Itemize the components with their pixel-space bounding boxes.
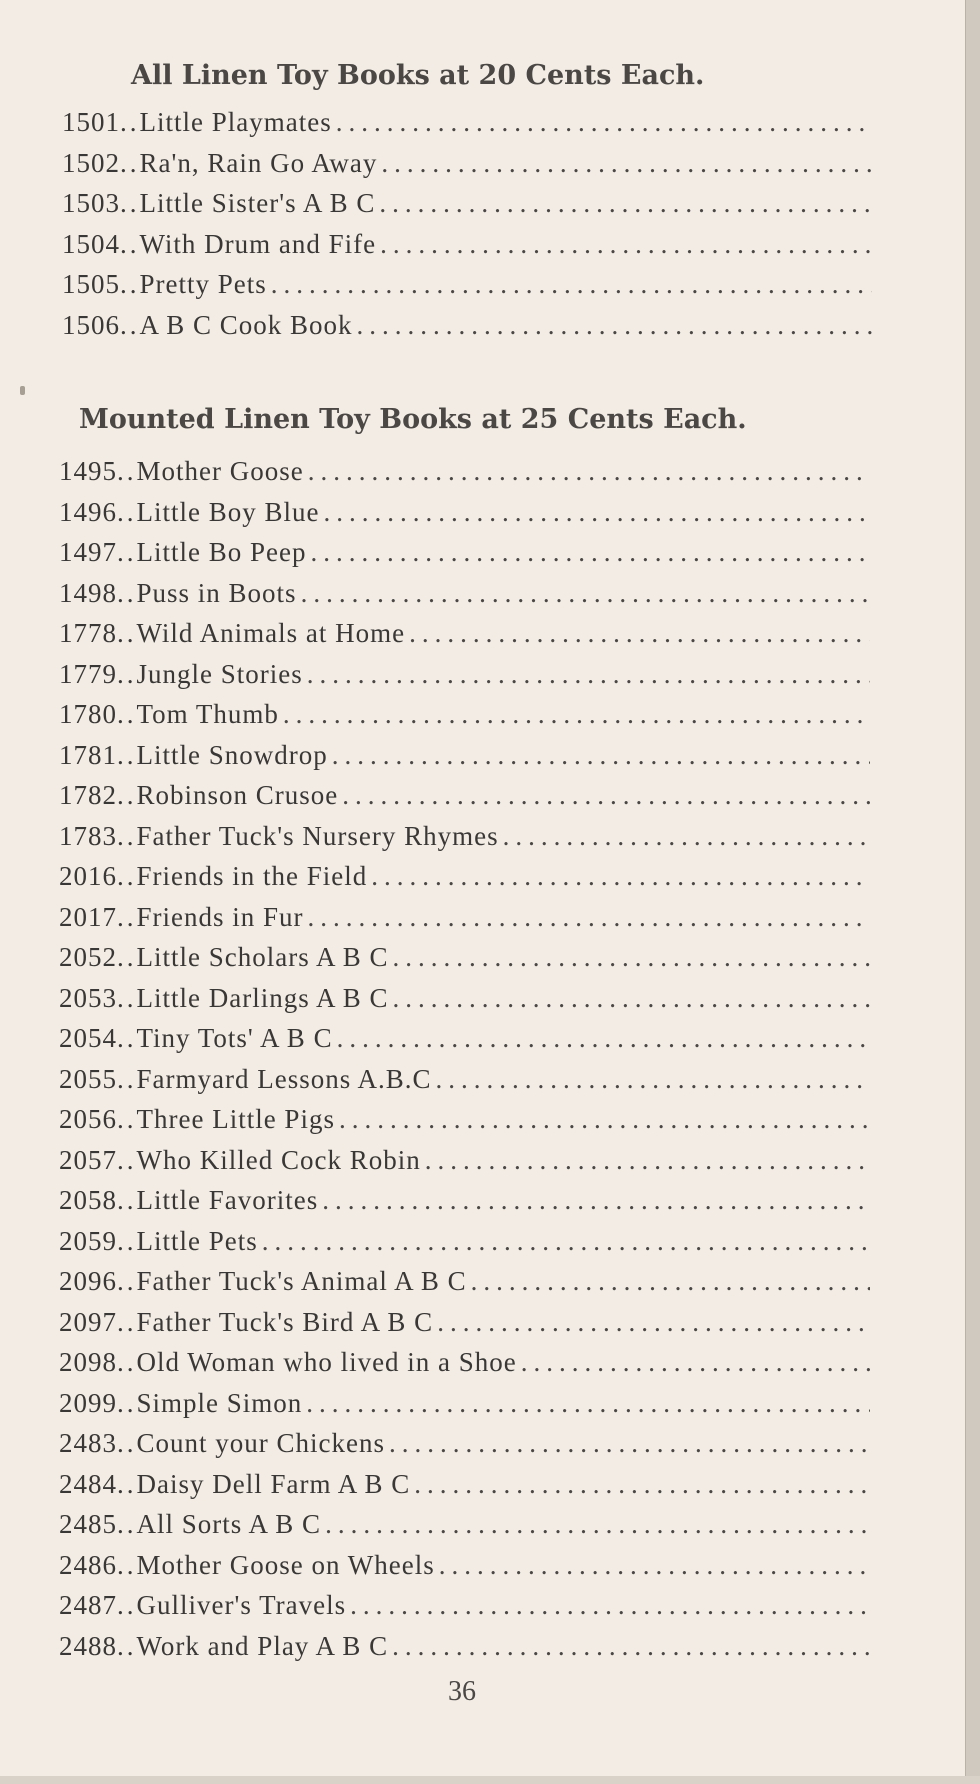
item-number: 2487 (59, 1590, 117, 1620)
item-separator: .. (117, 1468, 137, 1499)
dot-leader (435, 1545, 870, 1586)
item-title: Jungle Stories (136, 658, 303, 689)
paper-speck (20, 386, 25, 395)
item-separator: .. (120, 309, 140, 340)
dot-leader (405, 613, 870, 654)
dot-leader (517, 1342, 870, 1383)
dot-leader (499, 816, 870, 857)
dot-leader (367, 856, 870, 897)
dot-leader (333, 1018, 870, 1059)
item-number: 2057 (59, 1144, 117, 1175)
item-title: Mother Goose on Wheels (136, 1549, 435, 1580)
list-item (0, 1423, 870, 1464)
item-title: Little Scholars A B C (136, 942, 389, 972)
dot-leader (421, 1140, 870, 1181)
item-number: 1501 (62, 107, 120, 137)
list-item (0, 816, 870, 857)
dot-leader (375, 183, 872, 224)
book-list (0, 451, 980, 1666)
item-separator: .. (117, 1387, 137, 1418)
item-number: 1496 (59, 496, 117, 527)
item-number: 1783 (59, 820, 117, 851)
list-item (0, 735, 870, 776)
item-title: Tiny Tots' A B C (136, 1023, 333, 1053)
item-title: Wild Animals at Home (136, 618, 406, 648)
item-separator: .. (120, 188, 140, 218)
item-separator: .. (117, 1063, 137, 1094)
item-number: 1781 (59, 739, 117, 770)
item-number: 2056 (59, 1104, 117, 1134)
item-title: Little Darlings A B C (136, 982, 389, 1013)
item-title: Ra'n, Rain Go Away (139, 147, 378, 178)
item-separator: .. (117, 1509, 137, 1539)
dot-leader (353, 305, 872, 346)
dot-leader (304, 451, 870, 492)
dot-leader (302, 1383, 870, 1424)
item-title: Farmyard Lessons A.B.C (136, 1063, 432, 1094)
item-separator: .. (117, 1104, 137, 1134)
item-separator: .. (117, 1549, 137, 1580)
page-number: 36 (448, 1676, 476, 1707)
item-separator: .. (120, 269, 140, 299)
list-item (0, 1261, 870, 1302)
list-item (0, 694, 870, 735)
dot-leader (306, 532, 870, 573)
item-title: A B C Cook Book (139, 309, 353, 340)
item-separator: .. (117, 1225, 137, 1256)
item-separator: .. (117, 496, 137, 527)
dot-leader (389, 978, 870, 1019)
item-number: 2484 (59, 1468, 117, 1499)
dot-leader (376, 224, 872, 265)
list-item (0, 654, 870, 695)
item-separator: .. (117, 982, 137, 1013)
item-separator: .. (117, 1347, 137, 1377)
dot-leader (433, 1302, 870, 1343)
item-separator: .. (117, 577, 137, 608)
item-separator: .. (117, 942, 137, 972)
item-title: Father Tuck's Nursery Rhymes (136, 820, 499, 851)
list-item (0, 1180, 870, 1221)
dot-leader (467, 1261, 870, 1302)
item-separator: .. (117, 658, 137, 689)
item-title: Friends in the Field (136, 861, 368, 891)
item-title: Little Sister's A B C (139, 188, 376, 218)
item-number: 2097 (59, 1306, 117, 1337)
item-separator: .. (117, 456, 137, 486)
item-separator: .. (117, 739, 137, 770)
item-number: 1782 (59, 780, 117, 810)
section-heading: Mounted Linen Toy Books at 25 Cents Each. (79, 404, 747, 435)
item-number: 2017 (59, 901, 117, 932)
item-title: Work and Play A B C (136, 1630, 389, 1661)
item-number: 1506 (62, 309, 120, 340)
item-separator: .. (117, 699, 137, 729)
list-item (0, 937, 870, 978)
dot-leader (388, 1626, 870, 1667)
item-separator: .. (117, 618, 137, 648)
dot-leader (321, 1504, 870, 1545)
item-title: All Sorts A B C (136, 1509, 322, 1539)
item-number: 2055 (59, 1063, 117, 1094)
dot-leader (410, 1464, 870, 1505)
dot-leader (279, 694, 870, 735)
item-number: 1498 (59, 577, 117, 608)
item-title: Gulliver's Travels (136, 1590, 347, 1620)
item-title: Simple Simon (136, 1387, 303, 1418)
item-separator: .. (117, 820, 137, 851)
item-title: Daisy Dell Farm A B C (136, 1468, 411, 1499)
list-item (0, 1464, 870, 1505)
dot-leader (385, 1423, 870, 1464)
item-number: 2486 (59, 1549, 117, 1580)
list-item (0, 1099, 870, 1140)
dot-leader (332, 102, 872, 143)
item-separator: .. (117, 780, 137, 810)
list-item (0, 143, 872, 184)
item-number: 2059 (59, 1225, 117, 1256)
list-item (0, 1302, 870, 1343)
item-separator: .. (117, 1144, 137, 1175)
section-linen-20-cents (0, 56, 980, 345)
list-item (0, 1342, 870, 1383)
dot-leader (389, 937, 870, 978)
item-separator: .. (117, 1428, 137, 1458)
item-separator: .. (117, 1630, 137, 1661)
book-list (0, 102, 980, 345)
item-title: Robinson Crusoe (136, 780, 339, 810)
item-number: 1495 (59, 456, 117, 486)
item-title: Little Favorites (136, 1185, 319, 1215)
dot-leader (377, 143, 872, 184)
item-separator: .. (117, 537, 137, 567)
item-number: 2098 (59, 1347, 117, 1377)
list-item (0, 978, 870, 1019)
item-number: 1503 (62, 188, 120, 218)
item-number: 2488 (59, 1630, 117, 1661)
item-number: 1502 (62, 147, 120, 178)
list-item (0, 573, 870, 614)
dot-leader (304, 897, 870, 938)
item-title: Little Playmates (139, 107, 332, 137)
item-separator: .. (117, 1185, 137, 1215)
list-item (0, 775, 870, 816)
dot-leader (335, 1099, 870, 1140)
item-title: Mother Goose (136, 456, 304, 486)
dot-leader (303, 654, 870, 695)
list-item (0, 264, 872, 305)
list-item (0, 183, 872, 224)
item-title: Little Pets (136, 1225, 258, 1256)
section-heading: All Linen Toy Books at 20 Cents Each. (131, 60, 705, 91)
item-number: 2052 (59, 942, 117, 972)
item-title: Tom Thumb (136, 699, 279, 729)
list-item (0, 1059, 870, 1100)
list-item (0, 1221, 870, 1262)
item-title: Who Killed Cock Robin (136, 1144, 421, 1175)
dot-leader (297, 573, 870, 614)
list-item (0, 1140, 870, 1181)
list-item (0, 224, 872, 265)
item-separator: .. (117, 1023, 137, 1053)
item-title: Little Snowdrop (136, 739, 328, 770)
item-number: 1779 (59, 658, 117, 689)
item-number: 2483 (59, 1428, 117, 1458)
item-number: 1780 (59, 699, 117, 729)
item-separator: .. (117, 1306, 137, 1337)
dot-leader (432, 1059, 871, 1100)
list-item (0, 613, 870, 654)
item-number: 1505 (62, 269, 120, 299)
list-item (0, 856, 870, 897)
item-title: With Drum and Fife (139, 228, 377, 259)
item-number: 2053 (59, 982, 117, 1013)
list-item (0, 1545, 870, 1586)
item-number: 1504 (62, 228, 120, 259)
list-item (0, 1383, 870, 1424)
item-title: Pretty Pets (139, 269, 267, 299)
item-separator: .. (117, 901, 137, 932)
item-number: 2099 (59, 1387, 117, 1418)
item-separator: .. (120, 228, 140, 259)
page-bottom-edge (0, 1776, 980, 1784)
item-number: 2054 (59, 1023, 117, 1053)
item-separator: .. (120, 107, 140, 137)
item-separator: .. (117, 1266, 137, 1296)
item-title: Count your Chickens (136, 1428, 385, 1458)
list-item (0, 532, 870, 573)
item-separator: .. (117, 1590, 137, 1620)
dot-leader (258, 1221, 870, 1262)
item-separator: .. (120, 147, 140, 178)
item-title: Friends in Fur (136, 901, 304, 932)
dot-leader (320, 492, 871, 533)
item-number: 2096 (59, 1266, 117, 1296)
item-title: Father Tuck's Animal A B C (136, 1266, 467, 1296)
list-item (0, 1585, 870, 1626)
item-title: Puss in Boots (136, 577, 297, 608)
item-number: 2058 (59, 1185, 117, 1215)
item-title: Three Little Pigs (136, 1104, 335, 1134)
dot-leader (338, 775, 870, 816)
dot-leader (318, 1180, 870, 1221)
dot-leader (267, 264, 872, 305)
list-item (0, 1626, 870, 1667)
list-item (0, 492, 870, 533)
dot-leader (346, 1585, 870, 1626)
list-item (0, 1018, 870, 1059)
item-number: 2016 (59, 861, 117, 891)
item-separator: .. (117, 861, 137, 891)
list-item (0, 1504, 870, 1545)
list-item (0, 897, 870, 938)
list-item (0, 305, 872, 346)
item-title: Little Boy Blue (136, 496, 320, 527)
item-title: Father Tuck's Bird A B C (136, 1306, 434, 1337)
list-item (0, 102, 872, 143)
item-number: 1497 (59, 537, 117, 567)
item-title: Little Bo Peep (136, 537, 307, 567)
item-number: 2485 (59, 1509, 117, 1539)
item-number: 1778 (59, 618, 117, 648)
item-title: Old Woman who lived in a Shoe (136, 1347, 517, 1377)
section-mounted-linen-25-cents (0, 400, 980, 1666)
list-item (0, 451, 870, 492)
dot-leader (328, 735, 870, 776)
